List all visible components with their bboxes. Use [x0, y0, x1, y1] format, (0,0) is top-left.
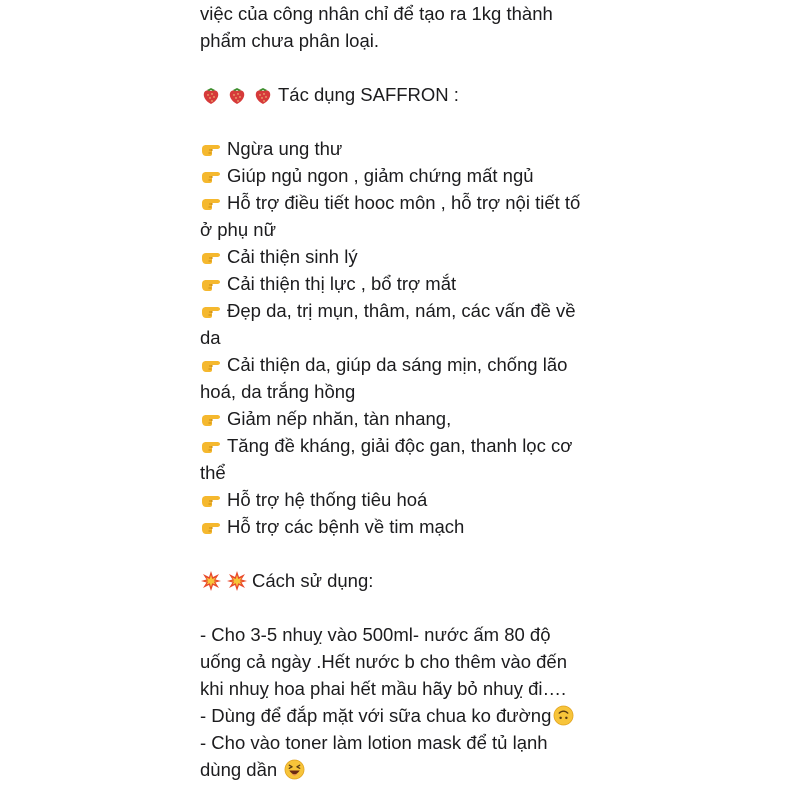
pointing-hand-icon — [200, 138, 222, 160]
spacer — [200, 108, 610, 135]
benefit-item: Hỗ trợ hệ thống tiêu hoá — [200, 486, 610, 513]
intro-line: phẩm chưa phân loại. — [200, 30, 380, 51]
usage-line: dùng dần — [200, 756, 610, 783]
collision-icon — [200, 570, 222, 592]
pointing-hand-icon — [200, 408, 222, 430]
pointing-hand-icon — [200, 273, 222, 295]
pointing-hand-icon — [200, 165, 222, 187]
pointing-hand-icon — [200, 246, 222, 268]
usage-heading: Cách sử dụng: — [200, 567, 610, 594]
usage-line: - Cho 3-5 nhuỵ vào 500ml- nước ấm 80 độ — [200, 624, 551, 645]
pointing-hand-icon — [200, 192, 222, 214]
benefit-item: Hỗ trợ điều tiết hooc môn , hỗ trợ nội tiết tố — [200, 189, 610, 216]
usage-line: - Dùng để đắp mặt với sữa chua ko đường — [200, 702, 610, 729]
strawberry-icon — [200, 84, 222, 106]
benefit-item: Cải thiện thị lực , bổ trợ mắt — [200, 270, 610, 297]
benefit-item-continued: thể — [200, 462, 226, 483]
spacer — [200, 54, 610, 81]
benefit-item: Cải thiện da, giúp da sáng mịn, chống lão — [200, 351, 610, 378]
usage-line: uống cả ngày .Hết nước b cho thêm vào đến — [200, 651, 567, 672]
benefit-item: Tăng đề kháng, giải độc gan, thanh lọc cơ — [200, 432, 610, 459]
collision-icon — [226, 570, 248, 592]
pointing-hand-icon — [200, 435, 222, 457]
laughing-face-icon — [284, 759, 305, 780]
benefit-item: Giảm nếp nhăn, tàn nhang, — [200, 405, 610, 432]
pointing-hand-icon — [200, 300, 222, 322]
benefit-item: Ngừa ung thư — [200, 135, 610, 162]
benefit-item: Đẹp da, trị mụn, thâm, nám, các vấn đề về — [200, 297, 610, 324]
spacer — [200, 594, 610, 621]
spacer — [200, 540, 610, 567]
benefit-item: Cải thiện sinh lý — [200, 243, 610, 270]
note-body — [200, 0, 610, 783]
benefit-item-continued: da — [200, 327, 221, 348]
upside-down-face-icon — [553, 705, 574, 726]
pointing-hand-icon — [200, 489, 222, 511]
usage-line: khi nhuỵ hoa phai hết mầu hãy bỏ nhuỵ đi…. — [200, 678, 567, 699]
strawberry-icon — [226, 84, 248, 106]
pointing-hand-icon — [200, 354, 222, 376]
benefits-heading: Tác dụng SAFFRON : — [200, 81, 610, 108]
benefit-item: Hỗ trợ các bệnh về tim mạch — [200, 513, 610, 540]
strawberry-icon — [252, 84, 274, 106]
benefit-item-continued: hoá, da trắng hồng — [200, 381, 356, 402]
benefit-item: Giúp ngủ ngon , giảm chứng mất ngủ — [200, 162, 610, 189]
intro-line: việc của công nhân chỉ để tạo ra 1kg thành — [200, 3, 553, 24]
benefit-item-continued: ở phụ nữ — [200, 219, 276, 240]
pointing-hand-icon — [200, 516, 222, 538]
usage-line: - Cho vào toner làm lotion mask để tủ lạnh — [200, 732, 548, 753]
